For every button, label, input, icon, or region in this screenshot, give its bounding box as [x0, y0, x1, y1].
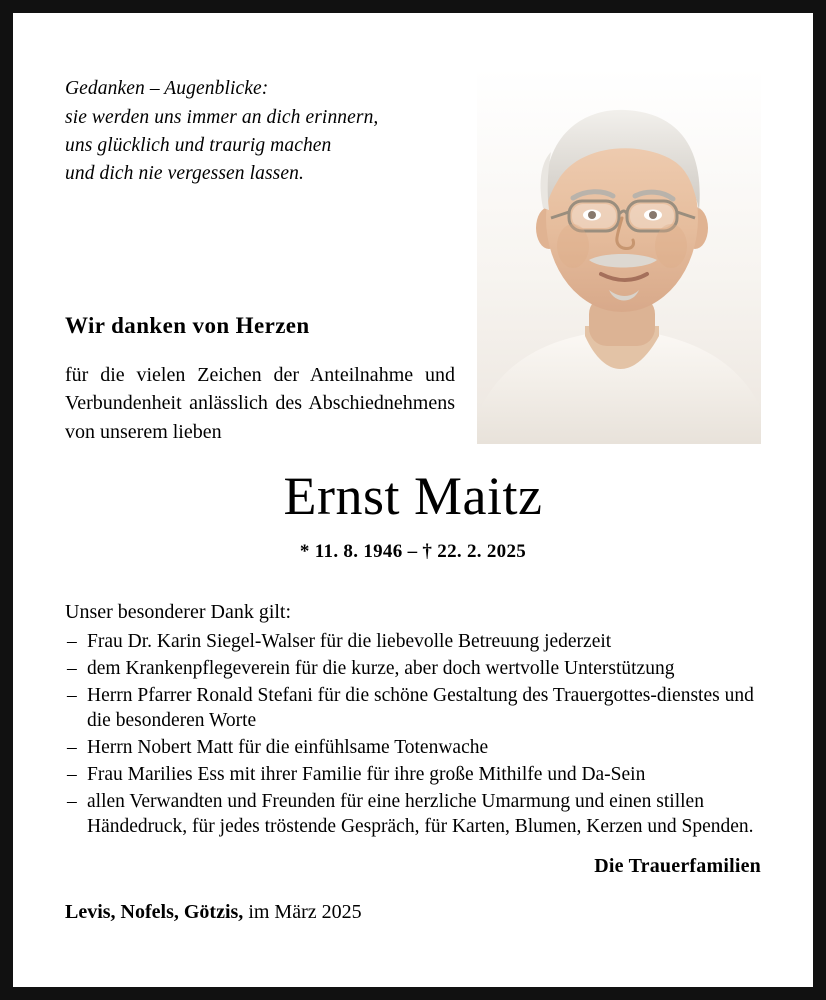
bullet-dash: – [67, 736, 77, 758]
quote-line-2: sie werden uns immer an dich erinnern, [65, 107, 379, 129]
obituary-content [13, 13, 813, 987]
quote-line-1: Gedanken – Augenblicke: [65, 78, 269, 99]
bullet-dash: – [67, 631, 77, 652]
special-thanks-block [65, 601, 761, 842]
memorial-quote [65, 75, 465, 188]
deceased-name: Ernst Maitz [283, 466, 543, 526]
family-signature: Die Trauerfamilien [594, 855, 761, 877]
list-item-text: Herrn Nobert Matt für die einfühlsame Totenwache [87, 736, 489, 758]
place-names: Levis, Nofels, Götzis, [65, 901, 244, 923]
quote-line-3: uns glücklich und traurig machen [65, 135, 332, 157]
bullet-dash: – [67, 763, 77, 785]
list-item [65, 790, 761, 840]
signature-date: im März 2025 [243, 901, 362, 923]
bullet-dash: – [67, 790, 77, 812]
thanks-heading: Wir danken von Herzen [65, 313, 310, 338]
special-thanks-list [65, 630, 761, 840]
bullet-dash: – [67, 657, 77, 679]
place-and-date [65, 901, 362, 924]
thanks-body: für die vielen Zeichen der Anteilnahme und Verbundenheit anlässlich des Abschiednehmens von unserem lieben [65, 364, 455, 443]
list-item [65, 763, 761, 788]
list-item [65, 684, 761, 734]
list-item-text: Frau Dr. Karin Siegel-Walser für die liebevolle Betreuung jederzeit [87, 631, 612, 652]
list-item [65, 630, 761, 655]
list-item [65, 736, 761, 761]
list-item-text: Herrn Pfarrer Ronald Stefani für die schöne Gestaltung des Trauergottes-dienstes und die besonderen Worte [87, 684, 754, 731]
list-item-text: allen Verwandten und Freunden für eine herzliche Umarmung und einen stillen Händedruck, für jedes tröstende Gespräch, für Karten, Blumen, Kerzen und Spenden. [87, 790, 754, 837]
bullet-dash: – [67, 684, 77, 706]
list-item-text: dem Krankenpflegeverein für die kurze, aber doch wertvolle Unterstützung [87, 657, 675, 679]
portrait-photo [477, 68, 761, 444]
list-item-text: Frau Marilies Ess mit ihrer Familie für ihre große Mithilfe und Da-Sein [87, 763, 646, 785]
thanks-block [65, 313, 455, 446]
deceased-dates: * 11. 8. 1946 – † 22. 2. 2025 [299, 541, 527, 562]
special-thanks-heading: Unser besonderer Dank gilt: [65, 601, 292, 623]
list-item [65, 657, 761, 682]
quote-line-4: und dich nie vergessen lassen. [65, 163, 304, 185]
